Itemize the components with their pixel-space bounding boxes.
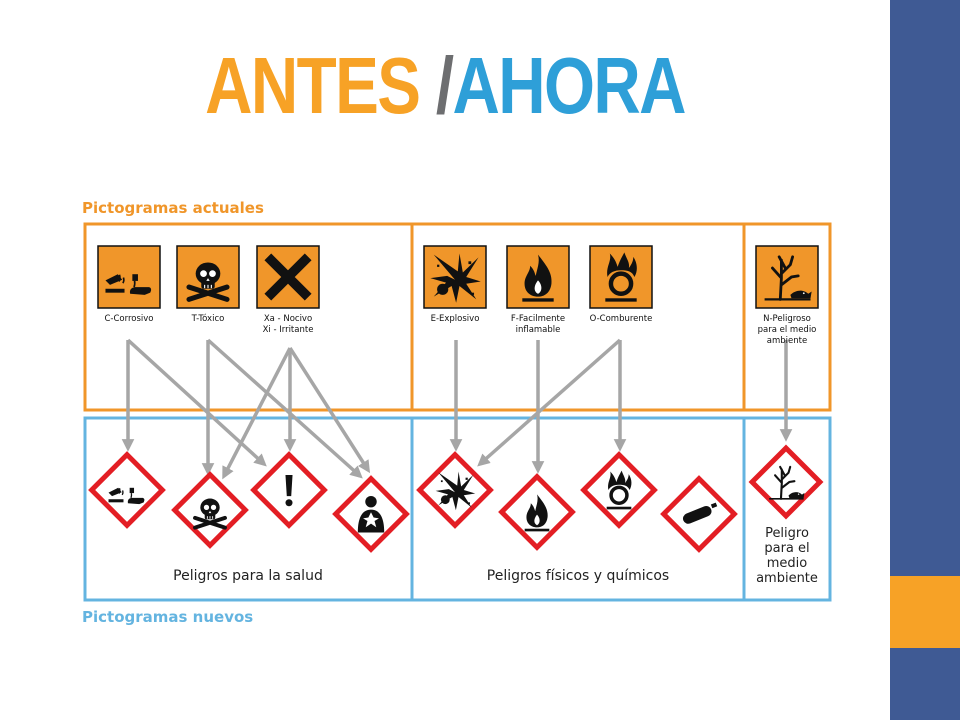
old-pictogram-inflamable	[507, 246, 569, 335]
ghs-gas-cylinder	[664, 479, 735, 550]
old-pictogram-nocivo	[257, 246, 319, 335]
label-irritante: Xi - Irritante	[262, 325, 314, 335]
label-nocivo: Xa - Nocivo	[263, 314, 313, 324]
slide-title	[80, 41, 810, 130]
group-label-env-1: Peligro	[765, 526, 809, 541]
ghs-oxidizer	[584, 455, 655, 526]
arrow-corrosivo-peligro	[128, 340, 264, 464]
label-comburente: O-Comburente	[589, 314, 653, 324]
label-facilmente: F-Facilmente	[510, 314, 566, 324]
label-n-peligroso: N-Peligroso	[763, 314, 811, 324]
ghs-explosive	[420, 455, 491, 526]
pictogram-diagram	[60, 180, 850, 635]
old-pictogram-toxico	[177, 246, 239, 324]
group-label-health: Peligros para la salud	[173, 568, 323, 584]
title-antes: ANTES	[205, 41, 420, 130]
ghs-flammable	[502, 477, 573, 548]
old-pictogram-explosivo	[424, 246, 486, 324]
exclamation-icon	[285, 475, 292, 506]
sidebar-accent-orange	[890, 576, 960, 648]
old-pictogram-medio-ambiente	[756, 246, 818, 346]
arrow-comburente-explosivo	[480, 340, 620, 464]
label-toxico: T-Tóxico	[191, 314, 225, 324]
label-para-el-medio: para el medio	[757, 325, 817, 335]
label-ambiente: ambiente	[766, 336, 808, 346]
label-explosivo: E-Explosivo	[430, 314, 480, 324]
ghs-health-hazard	[336, 479, 407, 550]
old-pictogram-corrosivo	[98, 246, 160, 324]
group-label-env-2: para el	[764, 541, 810, 556]
title-slash: /	[419, 41, 453, 130]
group-label-physical: Peligros físicos y químicos	[486, 568, 670, 584]
label-inflamable: inflamable	[515, 325, 561, 335]
old-pictogram-comburente	[590, 246, 653, 324]
ghs-corrosion	[92, 455, 163, 526]
new-section-label: Pictogramas nuevos	[82, 608, 254, 626]
ghs-environment	[752, 448, 820, 516]
group-label-env-3: medio	[766, 556, 808, 571]
label-corrosivo: C-Corrosivo	[104, 314, 154, 324]
group-label-env-4: ambiente	[756, 571, 818, 586]
ghs-toxic	[175, 475, 246, 546]
old-section-label: Pictogramas actuales	[82, 199, 264, 217]
ghs-exclamation	[254, 455, 325, 526]
title-ahora: AHORA	[452, 41, 685, 130]
